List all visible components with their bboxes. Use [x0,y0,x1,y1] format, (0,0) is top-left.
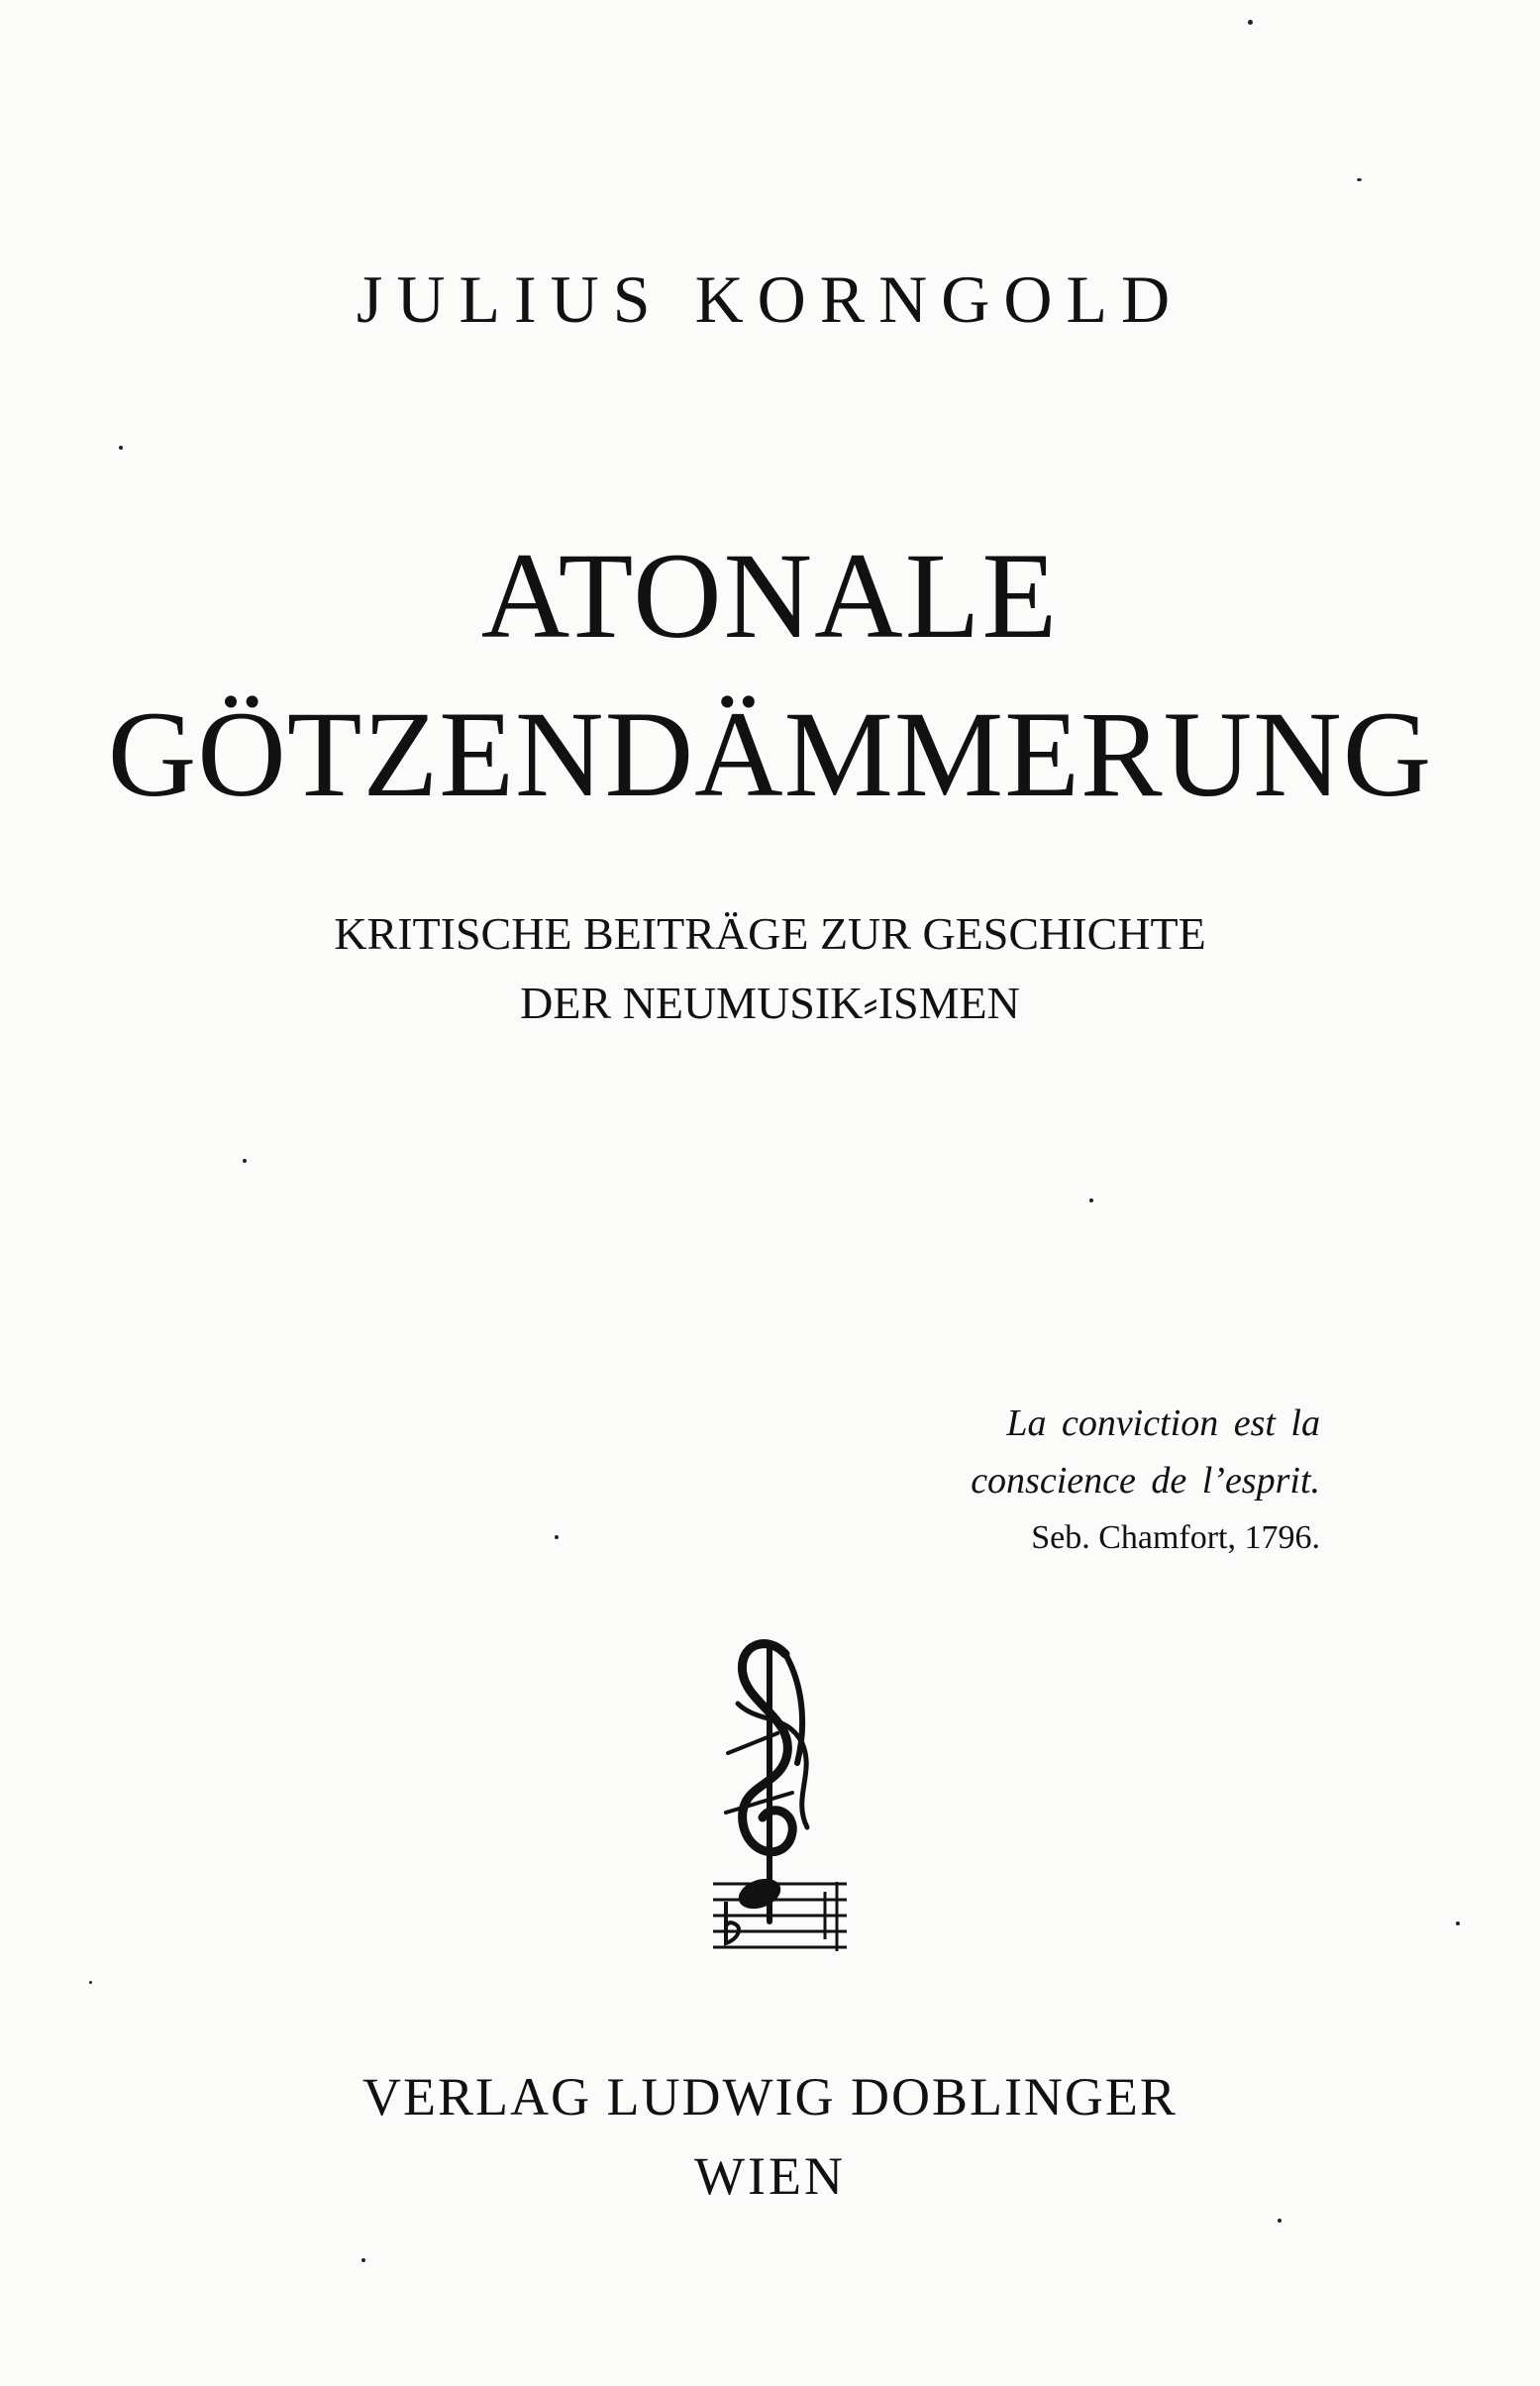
epigraph-line-2: conscience de l’esprit. [971,1460,1320,1502]
scan-speck [119,446,123,450]
scan-speck [555,1535,559,1539]
scan-speck [1278,2219,1282,2223]
epigraph [971,1395,1320,1567]
treble-clef-music-staff-logo-icon [698,1624,857,1971]
scan-speck [243,1159,247,1163]
book-title-line-2: GÖTZENDÄMMERUNG [107,686,1433,822]
scan-speck [361,2258,365,2262]
publisher-place: WIEN [694,2146,846,2206]
epigraph-line-1: La conviction est la [1006,1402,1320,1444]
scan-speck [1248,20,1253,25]
author-name: JULIUS KORNGOLD [356,261,1184,337]
scan-speck [1456,1921,1460,1925]
subtitle-line-1: KRITISCHE BEITRÄGE ZUR GESCHICHTE [334,908,1206,959]
scan-speck [89,1981,92,1984]
scan-speck [1089,1198,1093,1202]
subtitle-line-2: DER NEUMUSIK⸗ISMEN [520,978,1020,1028]
scan-speck [1357,178,1362,181]
publisher-name: VERLAG LUDWIG DOBLINGER [362,2067,1178,2127]
book-title-line-1: ATONALE [480,528,1060,664]
epigraph-attribution: Seb. Chamfort, 1796. [1031,1519,1320,1556]
